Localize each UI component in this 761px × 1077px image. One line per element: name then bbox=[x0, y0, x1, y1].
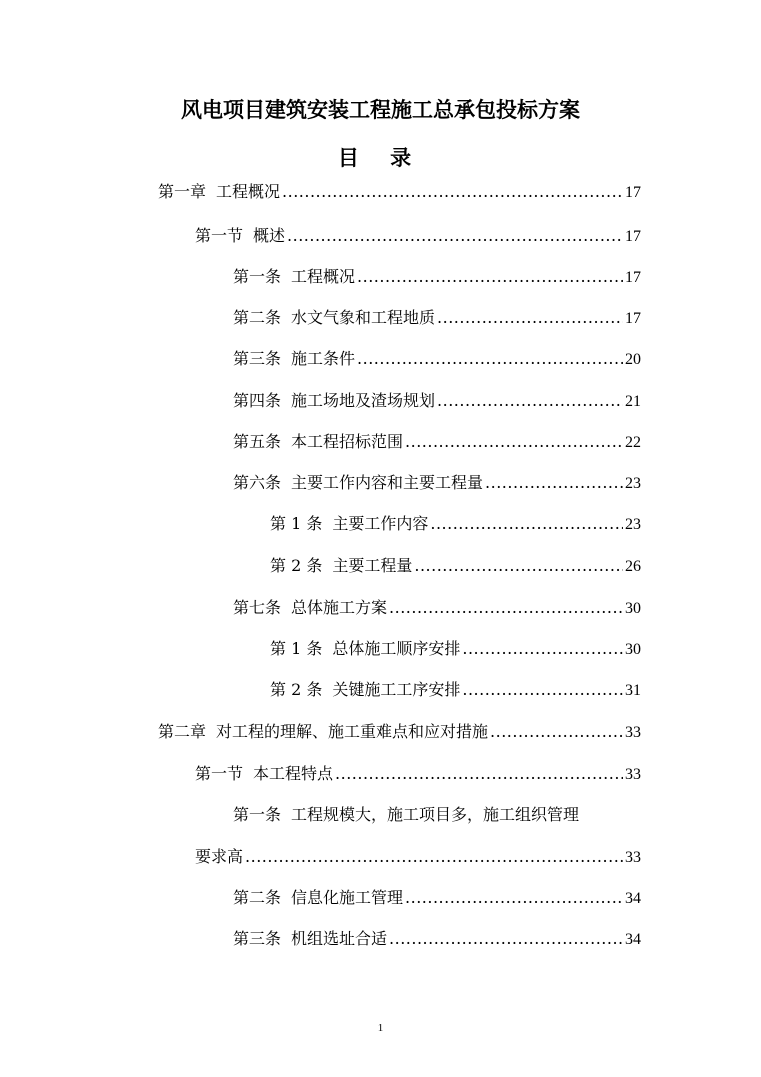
document-title: 风电项目建筑安装工程施工总承包投标方案 bbox=[181, 98, 580, 122]
toc-entry-number: 第二章 bbox=[158, 722, 207, 741]
toc-entry-article-1[interactable] bbox=[233, 265, 641, 289]
toc-entry-title: 主要工作内容 bbox=[332, 514, 429, 533]
toc-entry-number: 第二条 bbox=[233, 308, 282, 327]
page-number: 1 bbox=[377, 1022, 384, 1034]
toc-entry-title: 对工程的理解、施工重难点和应对措施 bbox=[216, 722, 489, 741]
toc-entry-number: 第六条 bbox=[233, 473, 282, 492]
toc-leader-dots bbox=[389, 596, 623, 620]
toc-entry-title: 本工程特点 bbox=[253, 764, 334, 783]
toc-entry-title: 信息化施工管理 bbox=[291, 888, 404, 907]
toc-entry-page: 17 bbox=[625, 228, 641, 245]
toc-entry-section-2[interactable] bbox=[195, 762, 641, 786]
toc-entry-number: 第三条 bbox=[233, 349, 282, 368]
toc-entry-title: 概述 bbox=[253, 226, 286, 245]
toc-entry-article-7[interactable] bbox=[233, 596, 641, 620]
toc-entry-title: 工程规模大，施工项目多，施工组织管理 bbox=[291, 805, 580, 824]
toc-entry-article-4[interactable] bbox=[233, 389, 641, 413]
toc-entry-number: 第七条 bbox=[233, 598, 282, 617]
toc-entry-page: 17 bbox=[625, 310, 641, 327]
toc-entry-page: 21 bbox=[625, 393, 641, 410]
toc-entry-page: 34 bbox=[625, 890, 641, 907]
toc-leader-dots bbox=[405, 886, 623, 910]
toc-leader-dots bbox=[287, 224, 623, 248]
toc-leader-dots bbox=[282, 180, 623, 204]
toc-leader-dots bbox=[357, 265, 623, 289]
toc-leader-dots bbox=[437, 389, 623, 413]
toc-entry-title: 总体施工方案 bbox=[291, 598, 388, 617]
toc-entry-chapter-1[interactable] bbox=[158, 180, 641, 204]
toc-entry-title: 施工条件 bbox=[291, 349, 356, 368]
toc-entry-page: 17 bbox=[625, 269, 641, 286]
toc-entry-number: 第一条 bbox=[233, 267, 282, 286]
toc-entry-page: 33 bbox=[625, 766, 641, 783]
toc-entry-article-2[interactable] bbox=[233, 306, 641, 330]
toc-entry-article-6[interactable] bbox=[233, 471, 641, 495]
toc-entry-title: 要求高 bbox=[195, 847, 244, 866]
toc-entry-number: 第 1 条 bbox=[270, 639, 323, 658]
toc-entry-page: 33 bbox=[625, 724, 641, 741]
toc-entry-number: 第 2 条 bbox=[270, 556, 323, 575]
toc-entry-number: 第二条 bbox=[233, 888, 282, 907]
toc-leader-dots bbox=[490, 720, 623, 744]
toc-leader-dots bbox=[389, 927, 623, 951]
toc-entry-page: 30 bbox=[625, 600, 641, 617]
toc-entry-number: 第四条 bbox=[233, 391, 282, 410]
toc-entry-number: 第一条 bbox=[233, 805, 282, 824]
toc-entry-subarticle-2[interactable] bbox=[270, 554, 641, 578]
toc-entry-section-1[interactable] bbox=[195, 224, 641, 248]
toc-leader-dots bbox=[335, 762, 623, 786]
toc-entry-page: 31 bbox=[625, 682, 641, 699]
toc-entry-chapter-2[interactable] bbox=[158, 720, 641, 744]
toc-entry-title: 施工场地及渣场规划 bbox=[291, 391, 436, 410]
toc-entry-page: 34 bbox=[625, 931, 641, 948]
toc-entry-page: 30 bbox=[625, 641, 641, 658]
toc-entry-number: 第三条 bbox=[233, 929, 282, 948]
toc-entry-page: 23 bbox=[625, 475, 641, 492]
toc-entry-subarticle-3[interactable] bbox=[270, 637, 641, 661]
toc-entry-number: 第一节 bbox=[195, 764, 244, 783]
toc-entry-number: 第五条 bbox=[233, 432, 282, 451]
toc-entry-page: 26 bbox=[625, 558, 641, 575]
toc-leader-dots bbox=[462, 637, 623, 661]
toc-leader-dots bbox=[462, 678, 623, 702]
toc-leader-dots bbox=[437, 306, 623, 330]
toc-entry-title: 总体施工顺序安排 bbox=[332, 639, 461, 658]
toc-heading: 目 录 bbox=[337, 146, 424, 170]
toc-entry-number: 第 1 条 bbox=[270, 514, 323, 533]
toc-entry-title: 本工程招标范围 bbox=[291, 432, 404, 451]
toc-entry-title: 机组选址合适 bbox=[291, 929, 388, 948]
toc-leader-dots bbox=[357, 347, 623, 371]
toc-leader-dots bbox=[485, 471, 623, 495]
toc-entry-page: 33 bbox=[625, 849, 641, 866]
toc-leader-dots bbox=[245, 845, 623, 869]
toc-entry-article-5[interactable] bbox=[233, 430, 641, 454]
toc-entry-title: 水文气象和工程地质 bbox=[291, 308, 436, 327]
toc-entry-title: 主要工作内容和主要工程量 bbox=[291, 473, 484, 492]
toc-entry-number: 第一节 bbox=[195, 226, 244, 245]
toc-entry-title: 主要工程量 bbox=[332, 556, 413, 575]
toc-entry-title: 关键施工工序安排 bbox=[332, 680, 461, 699]
toc-entry-subarticle-1[interactable] bbox=[270, 512, 641, 536]
toc-leader-dots bbox=[430, 512, 623, 536]
toc-entry-article-wrapped[interactable] bbox=[233, 803, 579, 827]
toc-entry-number: 第一章 bbox=[158, 182, 207, 201]
toc-entry-page: 22 bbox=[625, 434, 641, 451]
toc-leader-dots bbox=[405, 430, 623, 454]
toc-entry-number: 第 2 条 bbox=[270, 680, 323, 699]
toc-entry-article-8[interactable] bbox=[233, 886, 641, 910]
toc-entry-article-wrapped-continuation[interactable] bbox=[195, 845, 641, 869]
toc-entry-article-9[interactable] bbox=[233, 927, 641, 951]
toc-leader-dots bbox=[414, 554, 623, 578]
toc-entry-subarticle-4[interactable] bbox=[270, 678, 641, 702]
toc-entry-title: 工程概况 bbox=[216, 182, 281, 201]
toc-entry-page: 20 bbox=[625, 351, 641, 368]
toc-entry-page: 23 bbox=[625, 516, 641, 533]
toc-entry-page: 17 bbox=[625, 184, 641, 201]
toc-entry-title: 工程概况 bbox=[291, 267, 356, 286]
toc-entry-article-3[interactable] bbox=[233, 347, 641, 371]
